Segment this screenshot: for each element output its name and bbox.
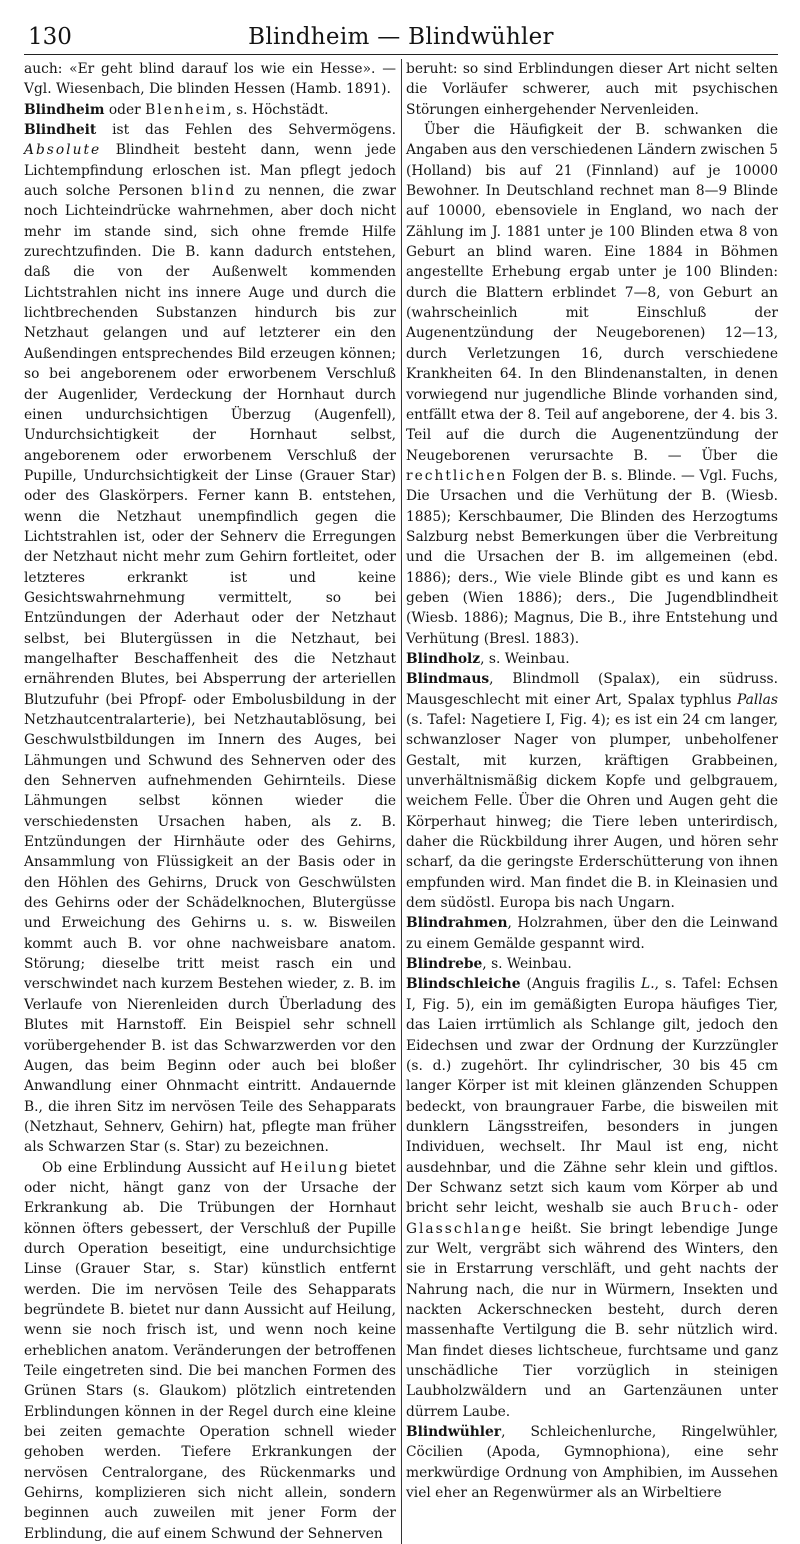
entry-blindrahmen: Blindrahmen, Holzrahmen, über den die Leinwand zu einem Gemälde gespannt wird. (406, 915, 778, 952)
entry-blindheim: Blindheim oder Blenheim, s. Höchstädt. (24, 101, 329, 118)
entry-blindrebe: Blindrebe, s. Weinbau. (406, 956, 572, 973)
entry-blindwuehler: Blindwühler, Schleichenlurche, Ringelwühler, Cöcilien (Apoda, Gymnophiona), eine sehr merkwürdige Ordnung von Amphibien, im Aussehen viel eher an Regenwürmer als an Wirbeltiere (406, 1424, 778, 1502)
lemma: Blindholz (406, 650, 481, 667)
page-number: 130 (28, 24, 72, 50)
lemma: Blindrebe (406, 956, 483, 973)
entry-blindholz: Blindholz, s. Weinbau. (406, 650, 570, 667)
lemma: Blindwühler (406, 1424, 502, 1441)
paragraph-heilung: Ob eine Erblindung Aussicht auf Heilung bietet oder nicht, hängt ganz von der Ursache der Erkrankung ab. Die Trübungen der Hornhaut können öfters gebessert, der Verschluß der Pupille durch Operation beseitigt, eine undurchsichtige Linse (Grauer Star, s. Star) künstlich entfernt werden. Die im nervösen Teile des Sehapparats begründete B. bietet nur dann Aussicht auf Heilung, wenn sie noch frisch ist, und wenn noch keine erheblichen anatom. Veränderungen der betroffenen Teile eingetreten sind. Die bei manchen Formen des Grünen Stars (s. Glaukom) plötzlich eintretenden Erblindungen können in der Regel durch eine kleine bei zeiten gemachte Operation schnell wieder gehoben werden. Tiefere Erkrankungen der nervösen Centralorgane, des Rückenmarks und Gehirns, komplizieren sich nicht allein, sondern beginnen auch zuweilen mit jener Form der Erblindung, die auf einem Schwund der Sehnerven (24, 1159, 396, 1542)
lemma: Blindheim (24, 101, 105, 118)
right-column (406, 59, 778, 1544)
lemma: Blindheit (24, 122, 97, 139)
lemma: Blindrahmen (406, 915, 508, 932)
text-columns (24, 59, 778, 1544)
lemma: Blindschleiche (406, 976, 521, 993)
entry-blindschleiche: Blindschleiche (Anguis fragilis L., s. Tafel: Echsen I, Fig. 5), ein im gemäßigten Europa häufiges Tier, das Laien irrtümlich als Schlange gilt, jedoch den Eidechsen und zwar der Ordnung der Kurzzüngler (s. d.) zugehört. Ihr cylindrischer, 30 bis 45 cm langer Körper ist mit kleinen glänzenden Schuppen bedeckt, von braungrauer Farbe, die bisweilen mit dunklern Längsstreifen, besonders in jungen Individuen, wechselt. Ihr Maul ist eng, nicht ausdehnbar, und die Zähne sehr klein und giftlos. Der Schwanz setzt sich kaum vom Körper ab und bricht sehr leicht, weshalb sie auch Bruch- oder Glasschlange heißt. Sie bringt lebendige Junge zur Welt, vergräbt sich während des Winters, den sie in Erstarrung verschläft, und geht nachts der Nahrung nach, die nur in Würmern, Insekten und nackten Ackerschnecken besteht, durch deren massenhafte Vertilgung die B. sehr nützlich wird. Man findet dieses lichtscheue, furchtsame und ganz unschädliche Tier vorzüglich in steinigen Laubholzwäldern und an Gartenzäunen unter dürrem Laube. (406, 976, 778, 1420)
entry-blindheit: Blindheit ist das Fehlen des Sehvermögens. Absolute Blindheit besteht dann, wenn jede Lichtempfindung erloschen ist. Man pflegt jedoch auch solche Personen blind zu nennen, die zwar noch Lichteindrücke wahrnehmen, aber doch nicht mehr im stande sind, sich ohne fremde Hilfe zurechtzufinden. Die B. kann dadurch entstehen, daß die von der Außenwelt kommenden Lichtstrahlen nicht ins innere Auge und durch die lichtbrechenden Substanzen hindurch bis zur Netzhaut gelangen und auf letzterer ein den Außendingen entsprechendes Bild erzeugen können; so bei angeborenem oder erworbenem Verschluß der Augenlider, Verdeckung der Hornhaut durch einen undurchsichtigen Überzug (Augenfell), Undurchsichtigkeit der Hornhaut selbst, angeborenem oder erworbenem Verschluß der Pupille, Undurchsichtigkeit der Linse (Grauer Star) oder des Glaskörpers. Ferner kann B. entstehen, wenn die Netzhaut unempfindlich gegen die Lichtstrahlen ist, oder der Sehnerv die Erregungen der Netzhaut nicht mehr zum Gehirn fortleitet, oder letzteres erkrankt ist und keine Gesichtswahrnehmung vermittelt, so bei Entzündungen der Aderhaut oder der Netzhaut selbst, bei Blutergüssen in die Netzhaut, bei mangelhafter Beschaffenheit des die Netzhaut ernährenden Blutes, bei Absperrung der arteriellen Blutzufuhr (bei Pfropf- oder Embolusbildung in der Netzhautcentralarterie), bei Netzhautablösung, bei Geschwulstbildungen im Innern des Auges, bei Lähmungen und Schwund des Sehnerven oder des den Sehnerven aufnehmenden Gehirnteils. Diese Lähmungen selbst können wieder die verschiedensten Ursachen haben, als z. B. Entzündungen der Hirnhäute oder des Gehirns, Ansammlung von Flüssigkeit an der Basis oder in den Höhlen des Gehirns, Druck von Geschwülsten des Gehirns oder der Schädelknochen, Blutergüsse und Erweichung des Gehirns u. s. w. Bisweilen kommt auch B. vor ohne nachweisbare anatom. Störung; dieselbe tritt meist rasch ein und verschwindet nach kurzem Bestehen wieder, z. B. im Verlaufe von Nierenleiden durch Überladung des Blutes mit Harnstoff. Ein Beispiel sehr schnell vorübergehender B. ist das Schwarzwerden vor den Augen, das beim Beginn oder auch bei bloßer Anwandlung einer Ohnmacht eintritt. Andauernde B., die ihren Sitz im nervösen Teile des Sehapparats (Netzhaut, Sehnerv, Gehirn) hat, pflegte man früher als Schwarzen Star (s. Star) zu bezeichnen. (24, 122, 396, 1156)
paragraph-continuation: beruht: so sind Erblindungen dieser Art nicht selten die Vorläufer schwerer, auch mit psychischen Störungen einhergehender Nervenleiden. (406, 61, 778, 118)
column-divider (401, 59, 402, 1544)
lemma: Blindmaus (406, 671, 490, 688)
left-column (24, 59, 396, 1544)
running-head: Blindheim — Blindwühler (248, 24, 554, 50)
entry-continuation: auch: «Er geht blind darauf los wie ein Hesse». — Vgl. Wiesenbach, Die blinden Hessen (Hamb. 1891). (24, 61, 396, 98)
paragraph-statistics: Über die Häufigkeit der B. schwanken die Angaben aus den verschiedenen Ländern zwischen 5 (Holland) bis auf 21 (Finnland) auf je 10000 Bewohner. In Deutschland rechnet man 8—9 Blinde auf 10000, ebensoviele in England, wo nach der Zählung im J. 1881 unter je 100 Blinden etwa 8 von Geburt an blind waren. Eine 1884 in Böhmen angestellte Erhebung ergab unter je 100 Blinden: durch die Blattern erblindet 7—8, von Geburt an (wahrscheinlich mit Einschluß der Augenentzündung der Neugeborenen) 12—13, durch Verletzungen 16, durch verschiedene Krankheiten 64. In den Blindenanstalten, in denen vorwiegend nur jugendliche Blinde vorhanden sind, entfällt etwa der 8. Teil auf angeborene, der 4. bis 3. Teil auf die durch die Augenentzündung der Neugeborenen verursachte B. — Über die rechtlichen Folgen der B. s. Blinde. — Vgl. Fuchs, Die Ursachen und die Verhütung der B. (Wiesb. 1885); Kerschbaumer, Die Blinden des Herzogtums Salzburg nebst Bemerkungen über die Verbreitung und die Ursachen der B. im allgemeinen (ebd. 1886); ders., Wie viele Blinde gibt es und kann es geben (Wien 1886); ders., Die Jugendblindheit (Wiesb. 1886); Magnus, Die B., ihre Entstehung und Verhütung (Bresl. 1883). (406, 122, 778, 647)
entry-blindmaus: Blindmaus, Blindmoll (Spalax), ein südruss. Mausgeschlecht mit einer Art, Spalax typhlus Pallas (s. Tafel: Nagetiere I, Fig. 4); es ist ein 24 cm langer, schwanzloser Nager von plumper, unbeholfener Gestalt, mit kurzen, kräftigen Grabbeinen, unverhältnismäßig dickem Kopfe und gelbgrauem, weichem Felle. Über die Ohren und Augen geht die Körperhaut hinweg; die Tiere leben unterirdisch, daher die Rückbildung ihrer Augen, und hören sehr scharf, da die geringste Erderschütterung von ihnen empfunden wird. Man findet die B. in Kleinasien und dem südöstl. Europa bis nach Ungarn. (406, 671, 778, 912)
page-header (24, 14, 778, 55)
